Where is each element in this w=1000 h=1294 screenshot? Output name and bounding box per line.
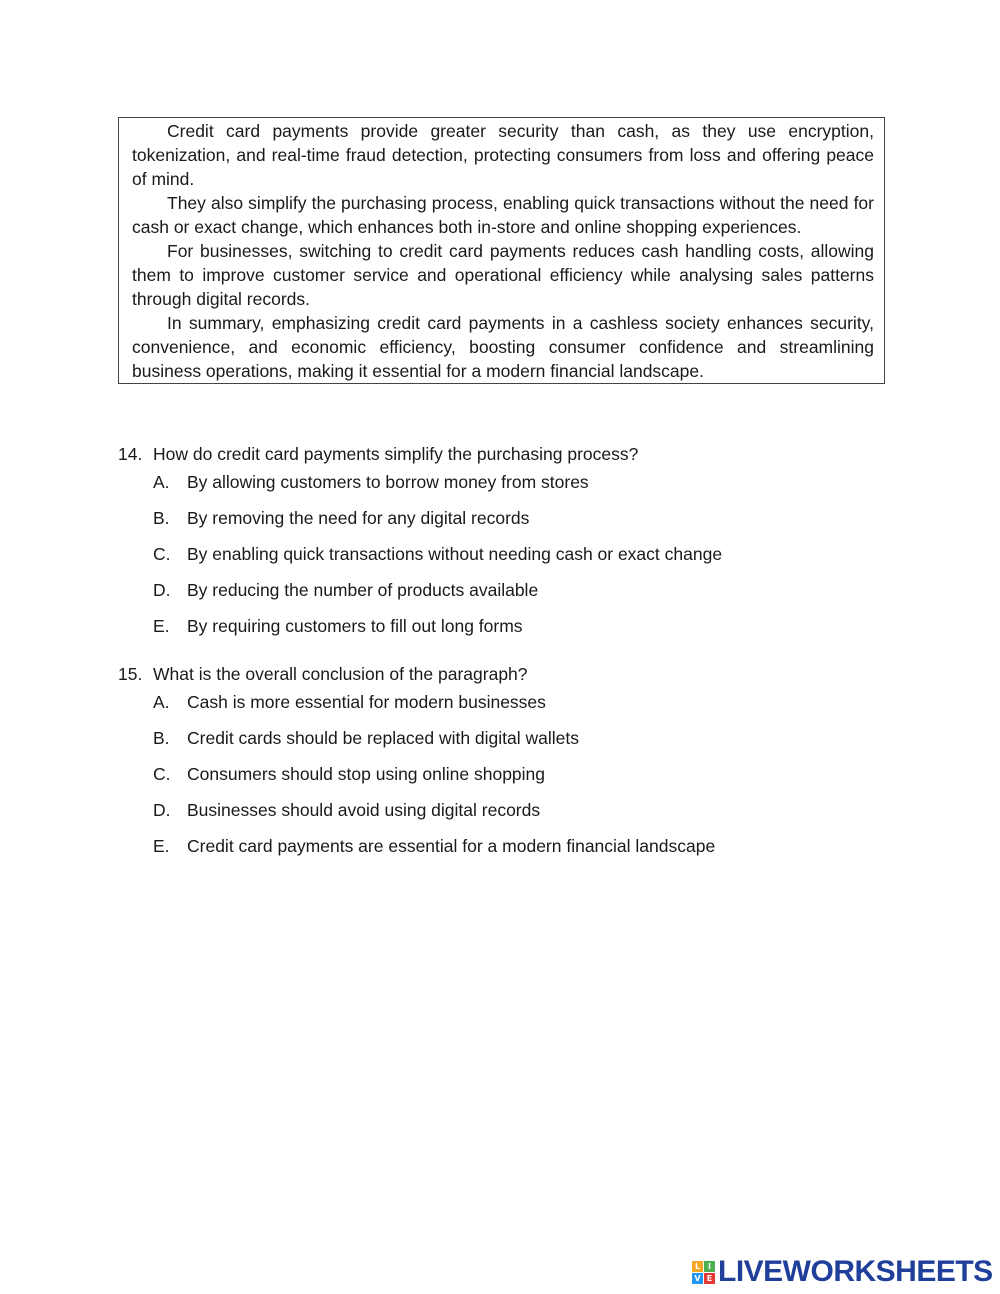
logo-tile: I — [704, 1261, 715, 1272]
option-b[interactable] — [153, 726, 878, 762]
option-a[interactable] — [153, 690, 878, 726]
logo-icon — [692, 1261, 715, 1284]
option-text: By removing the need for any digital records — [187, 508, 530, 528]
option-letter: C. — [153, 764, 171, 784]
question-15 — [118, 662, 878, 870]
option-letter: A. — [153, 472, 170, 492]
option-letter: E. — [153, 836, 170, 856]
option-letter: B. — [153, 508, 170, 528]
option-letter: C. — [153, 544, 171, 564]
question-number: 15. — [118, 664, 143, 684]
passage-paragraph: In summary, emphasizing credit card payments in a cashless society enhances security, convenience, and economic efficiency, boosting consumer confidence and streamlining business operations, making it essential for a modern financial landscape. — [132, 313, 874, 381]
logo-tile: V — [692, 1273, 703, 1284]
option-list — [153, 470, 878, 650]
passage-paragraph: Credit card payments provide greater security than cash, as they use encryption, tokenization, and real-time fraud detection, protecting consumers from loss and offering peace of mind. — [132, 121, 874, 189]
option-d[interactable] — [153, 798, 878, 834]
option-letter: A. — [153, 692, 170, 712]
option-e[interactable] — [153, 834, 878, 870]
reading-passage-box — [118, 117, 885, 384]
option-c[interactable] — [153, 542, 878, 578]
option-letter: B. — [153, 728, 170, 748]
option-text: By allowing customers to borrow money from stores — [187, 472, 589, 492]
liveworksheets-logo — [692, 1255, 993, 1289]
option-d[interactable] — [153, 578, 878, 614]
question-text: What is the overall conclusion of the paragraph? — [153, 664, 528, 684]
option-letter: D. — [153, 800, 171, 820]
question-14 — [118, 442, 878, 650]
logo-tile: E — [704, 1273, 715, 1284]
question-number: 14. — [118, 444, 143, 464]
option-text: Consumers should stop using online shopping — [187, 764, 546, 784]
option-text: Credit card payments are essential for a modern financial landscape — [187, 836, 716, 856]
question-stem — [118, 662, 878, 686]
option-e[interactable] — [153, 614, 878, 650]
option-text: By requiring customers to fill out long forms — [187, 616, 523, 636]
question-text: How do credit card payments simplify the purchasing process? — [153, 444, 639, 464]
logo-tile: L — [692, 1261, 703, 1272]
passage-paragraph: They also simplify the purchasing process, enabling quick transactions without the need for cash or exact change, which enhances both in-store and online shopping experiences. — [132, 193, 874, 237]
option-text: Credit cards should be replaced with digital wallets — [187, 728, 580, 748]
passage-paragraph: For businesses, switching to credit card payments reduces cash handling costs, allowing them to improve customer service and operational efficiency while analysing sales patterns through digital records. — [132, 241, 874, 309]
logo-text: LIVEWORKSHEETS — [718, 1255, 993, 1288]
option-text: Cash is more essential for modern businesses — [187, 692, 546, 712]
option-text: By reducing the number of products available — [187, 580, 539, 600]
option-text: Businesses should avoid using digital records — [187, 800, 541, 820]
option-b[interactable] — [153, 506, 878, 542]
option-c[interactable] — [153, 762, 878, 798]
question-stem — [118, 442, 878, 466]
option-a[interactable] — [153, 470, 878, 506]
option-list — [153, 690, 878, 870]
option-letter: E. — [153, 616, 170, 636]
option-letter: D. — [153, 580, 171, 600]
question-list — [118, 442, 878, 882]
option-text: By enabling quick transactions without needing cash or exact change — [187, 544, 723, 564]
